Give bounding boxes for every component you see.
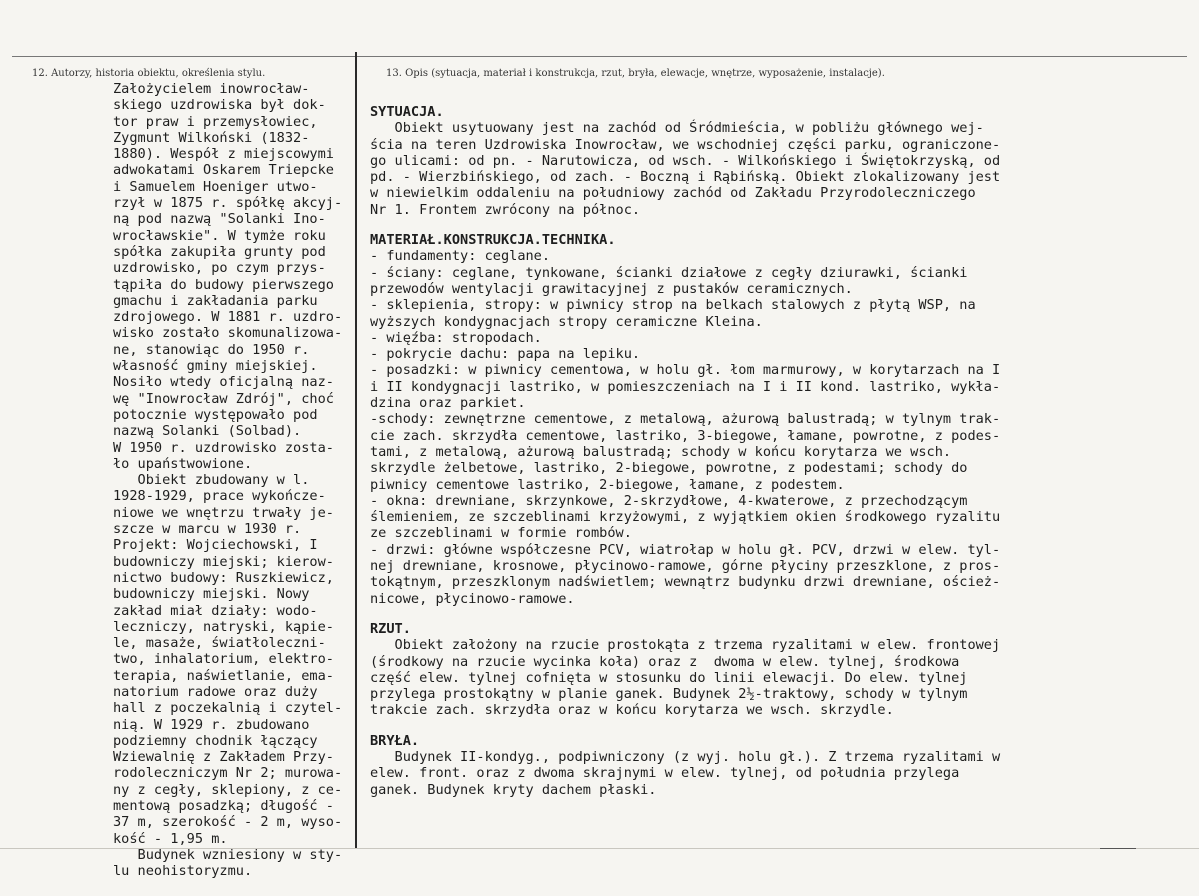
section-text-line: Obiekt usytuowany jest na zachód od Śródmieścia, w pobliżu głównego wej- xyxy=(370,120,984,137)
history-text-line: Budynek wzniesiony w sty- xyxy=(113,846,343,863)
history-text-line: Wziewalnię z Zakładem Przy- xyxy=(113,749,334,766)
history-text-line: gmachu i zakładania parku xyxy=(113,292,318,309)
section-text-line: nej drewniane, krosnowe, płycinowo-ramowe, górne płyciny przeszklone, z pros- xyxy=(370,558,1001,575)
history-text-line: wrocławskie". W tymże roku xyxy=(113,227,326,244)
right-column-header: 13. Opis (sytuacja, materiał i konstrukcja, rzut, bryła, elewacje, wnętrze, wyposażenie, instalacje). xyxy=(386,68,885,79)
section-text-line: - sklepienia, stropy: w piwnicy strop na belkach stalowych z płytą WSP, na xyxy=(370,297,976,314)
history-text-line: zdrojowego. W 1881 r. uzdro- xyxy=(113,309,343,326)
corner-mark xyxy=(1100,848,1136,849)
history-text-line: adwokatami Oskarem Triepcke xyxy=(113,162,334,179)
history-text-line: własność gminy miejskiej. xyxy=(113,358,318,375)
history-text-line: rodoleczniczym Nr 2; murowa- xyxy=(113,765,343,782)
history-text-line: ną pod nazwą "Solanki Ino- xyxy=(113,211,326,228)
section-text-line: w niewielkim oddaleniu na południowy zachód od Zakładu Przyrodoleczniczego xyxy=(370,185,976,202)
section-text-line: - okna: drewniane, skrzynkowe, 2-skrzydłowe, 4-kwaterowe, z przechodzącym xyxy=(370,492,968,509)
history-text-line: natorium radowe oraz duży xyxy=(113,683,318,700)
section-text-line: - ściany: ceglane, tynkowane, ścianki działowe z cegły dziurawki, ścianki xyxy=(370,264,968,281)
history-text-line: lu neohistoryzmu. xyxy=(113,863,253,880)
section-text-line: Budynek II-kondyg., podpiwniczony (z wyj. holu gł.). Z trzema ryzalitami w xyxy=(370,748,1001,765)
section-text-line: część elew. tylnej cofnięta w stosunku do linii elewacji. Do elew. tylnej xyxy=(370,669,968,686)
history-text-line: Obiekt zbudowany w l. xyxy=(113,472,310,489)
section-text-line: tami, z metalową, ażurową balustradą; schody w końcu korytarza we wsch. xyxy=(370,443,952,460)
history-text-line: W 1950 r. uzdrowisko zosta- xyxy=(113,439,334,456)
section-text-line: Obiekt założony na rzucie prostokąta z trzema ryzalitami w elew. frontowej xyxy=(370,637,1001,654)
history-text-line: hall z poczekalnią i czytel- xyxy=(113,700,343,717)
section-text-line: przylega prostokątny w planie ganek. Budynek 2½-traktowy, schody w tylnym xyxy=(370,686,968,703)
section xyxy=(370,232,1000,607)
history-text-line: nazwą Solanki (Solbad). xyxy=(113,423,302,440)
history-text-line: mentową posadzką; długość - xyxy=(113,798,334,815)
history-text-line: rzył w 1875 r. spółkę akcyj- xyxy=(113,195,343,212)
history-text-line: kość - 1,95 m. xyxy=(113,830,228,847)
section-text-line: - posadzki: w piwnicy cementowa, w holu gł. łom marmurowy, w korytarzach na I xyxy=(370,362,1001,379)
history-text-line: zakład miał działy: wodo- xyxy=(113,602,318,619)
section-text-line: cie zach. skrzydła cementowe, lastriko, 3-biegowe, łamane, powrotne, z podes- xyxy=(370,427,1001,444)
section-text-line: trakcie zach. skrzydła oraz w końcu korytarza we wsch. skrzydle. xyxy=(370,702,894,719)
section-text-line: przewodów wentylacji grawitacyjnej z pustaków ceramicznych. xyxy=(370,280,853,297)
history-text-line: szcze w marcu w 1930 r. xyxy=(113,521,302,538)
section-text-line: elew. front. oraz z dwoma skrajnymi w elew. tylnej, od południa przylega xyxy=(370,765,960,782)
section-text-line: - pokrycie dachu: papa na lepiku. xyxy=(370,346,641,363)
section-text-line: - drzwi: główne współczesne PCV, wiatrołap w holu gł. PCV, drzwi w elew. tyl- xyxy=(370,541,1001,558)
history-text-line: podziemny chodnik łączący xyxy=(113,732,318,749)
section-text-line: nicowe, płycinowo-ramowe. xyxy=(370,590,575,607)
section-text-line: - więźba: stropodach. xyxy=(370,329,542,346)
history-text-line: budowniczy miejski; kierow- xyxy=(113,553,334,570)
column-divider xyxy=(355,52,357,848)
history-text-line: ło upaństwowione. xyxy=(113,455,253,472)
section-text-line: pd. - Wierzbińskiego, od zach. - Boczną i Rąbińską. Obiekt zlokalizowany jest xyxy=(370,169,1001,186)
section-text-line: ścia na teren Uzdrowiska Inowrocław, we wschodniej części parku, ograniczone- xyxy=(370,136,1001,153)
history-text-line: wę "Inowrocław Zdrój", choć xyxy=(113,390,334,407)
section xyxy=(370,104,1000,218)
history-text-line: le, masaże, światłoleczni- xyxy=(113,635,326,652)
section-text-line: tokątnym, przeszklonym nadświetlem; wewnątrz budynku drzwi drewniane, oścież- xyxy=(370,574,1001,591)
history-text-line: budowniczy miejski. Nowy xyxy=(113,586,310,603)
section xyxy=(370,733,1000,798)
section-title: BRYŁA. xyxy=(370,732,420,749)
section-text-line: -schody: zewnętrzne cementowe, z metalową, ażurową balustradą; w tylnym trak- xyxy=(370,411,1001,428)
section-title: MATERIAŁ.KONSTRUKCJA.TECHNIKA. xyxy=(370,232,616,249)
section-text-line: ganek. Budynek kryty dachem płaski. xyxy=(370,781,657,798)
history-text-line: tor praw i przemysłowiec, xyxy=(113,113,318,130)
section-text-line: (środkowy na rzucie wycinka koła) oraz z dwoma w elew. tylnej, środkowa xyxy=(370,653,960,670)
history-text-line: niowe we wnętrzu trwały je- xyxy=(113,504,334,521)
history-text-line: uzdrowisko, po czym przys- xyxy=(113,260,326,277)
history-text-line: ny z cegły, sklepiony, z ce- xyxy=(113,781,343,798)
section-text-line: dzina oraz parkiet. xyxy=(370,395,526,412)
history-text-line: i Samuelem Hoeniger utwo- xyxy=(113,178,318,195)
section-text-line: - fundamenty: ceglane. xyxy=(370,248,551,265)
top-border-line xyxy=(12,56,1187,57)
section-text-line: piwnicy cementowe lastriko, 2-biegowe, łamane, z podestem. xyxy=(370,476,845,493)
section-text-line: skrzydle żelbetowe, lastriko, 2-biegowe, powrotne, z podestami; schody do xyxy=(370,460,968,477)
history-text-line: leczniczy, natryski, kąpie- xyxy=(113,618,334,635)
left-column-header: 12. Autorzy, historia obiektu, określenia stylu. xyxy=(32,68,266,79)
history-text-line: terapia, naświetlanie, ema- xyxy=(113,667,334,684)
history-text-line: tąpiła do budowy pierwszego xyxy=(113,276,334,293)
history-text-line: ne, stanowiąc do 1950 r. xyxy=(113,341,310,358)
history-text-line: wisko zostało skomunalizowa- xyxy=(113,325,343,342)
history-text-column xyxy=(113,81,342,880)
history-text-line: Nosiło wtedy oficjalną naz- xyxy=(113,374,334,391)
history-text-line: 1880). Wespół z miejscowymi xyxy=(113,146,334,163)
history-text-line: 37 m, szerokość - 2 m, wyso- xyxy=(113,814,343,831)
section-text-line: go ulicami: od pn. - Narutowicza, od wsch. - Wilkońskiego i Świętokrzyską, od xyxy=(370,152,1001,169)
section-text-line: Nr 1. Frontem zwrócony na północ. xyxy=(370,201,641,218)
history-text-line: nictwo budowy: Ruszkiewicz, xyxy=(113,569,334,586)
section xyxy=(370,621,1000,719)
history-text-line: two, inhalatorium, elektro- xyxy=(113,651,334,668)
history-text-line: Założycielem inowrocław- xyxy=(113,81,310,97)
history-text-line: potocznie występowało pod xyxy=(113,406,318,423)
history-text-line: spółka zakupiła grunty pod xyxy=(113,243,326,260)
section-text-line: wyższych kondygnacjach stropy ceramiczne Kleina. xyxy=(370,313,763,330)
section-text-line: ślemieniem, ze szczeblinami krzyżowymi, z wyjątkiem okien środkowego ryzalitu xyxy=(370,509,1001,526)
section-title: RZUT. xyxy=(370,620,411,637)
section-text-line: ze szczeblinami w formie rombów. xyxy=(370,525,632,542)
history-text-line: Projekt: Wojciechowski, I xyxy=(113,537,318,554)
description-text-column xyxy=(370,104,1000,812)
history-text-line: skiego uzdrowiska był dok- xyxy=(113,97,326,114)
history-text-line: nią. W 1929 r. zbudowano xyxy=(113,716,310,733)
history-text-line: Zygmunt Wilkoński (1832- xyxy=(113,129,310,146)
history-text-line: 1928-1929, prace wykończe- xyxy=(113,488,326,505)
section-text-line: i II kondygnacji lastriko, w pomieszczeniach na I i II kond. lastriko, wykła- xyxy=(370,378,1001,395)
section-title: SYTUACJA. xyxy=(370,104,444,120)
